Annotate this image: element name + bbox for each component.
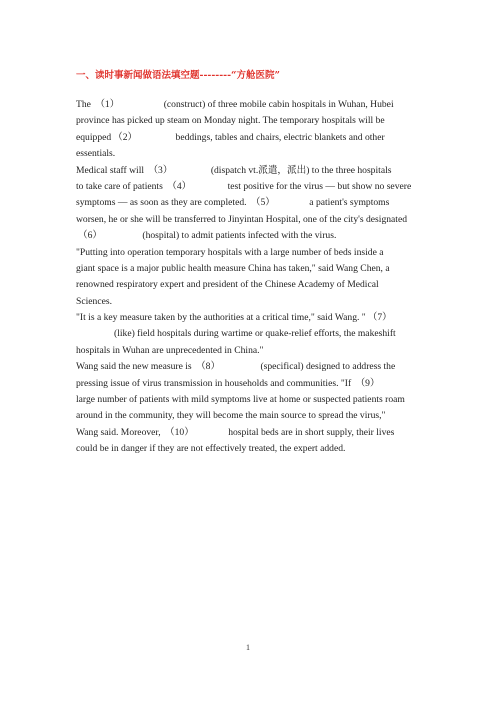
passage-text-run: (hospital) to admit patients infected with the virus. [139,230,337,242]
passage-text-run: equipped [76,131,112,143]
passage-text-run: (dispatch vt.派遣，派出) to the three hospitals [208,164,392,176]
passage-text-run: "It is a key measure taken by the authorities at a critical time," said Wang. " [76,312,366,324]
passage-text-run: Wang said. Moreover, [76,426,164,438]
passage-text-run: renowned respiratory expert and president of the Chinese Academy of Medical [76,279,379,291]
passage-text-run: The [76,99,94,110]
passage-line [76,97,436,113]
passage-text-run: (specifical) designed to address the [258,361,396,373]
passage-text-run: worsen, he or she will be transferred to Jinyintan Hospital, one of the city's designated [76,213,408,225]
passage-line [76,163,436,179]
blank-number: （5） [250,197,275,209]
passage-line [76,441,436,457]
passage-line [76,212,436,228]
passage-line [76,195,436,211]
passage-line [76,294,436,310]
passage-text-run: hospitals in Wuhan are unprecedented in China." [76,344,264,356]
passage-line [76,146,436,162]
blank-number: （8） [196,361,221,373]
passage-text-run: pressing issue of virus transmission in households and communities. "If [76,377,354,389]
blank-number: （4） [167,180,192,192]
passage-text-run: test positive for the virus — but show no severe [225,180,412,192]
passage-line [76,343,436,359]
passage-text-run: to take care of patients [76,180,166,192]
passage-text-run: Wang said the new measure is [76,361,195,373]
passage-text-run: Sciences. [76,295,112,307]
passage-line [76,179,436,195]
section-heading: 一、读时事新闻做语法填空题--------“方舱医院” [76,70,280,81]
passage-line [76,392,436,408]
blank-number: （9） [355,377,380,389]
passage-text-run: beddings, tables and chairs, electric blankets and other [173,131,385,143]
passage-line [76,310,436,326]
passage-line [76,277,436,293]
passage-line [76,425,436,441]
passage-text-run: a patient's symptoms [306,197,390,209]
blank-number: （1） [95,99,120,110]
passage-line [76,261,436,277]
blank-number: （2） [113,131,138,143]
passage-line [76,376,436,392]
passage-text-run: (like) field hospitals during wartime or quake-relief efforts, the makeshift [114,328,396,340]
blank-number: （10） [165,426,194,438]
passage-line [76,245,436,261]
passage-text [76,97,436,458]
blank-number: （3） [148,164,173,176]
passage-line [76,130,436,146]
passage-text-run: hospital beds are in short supply, their lives [225,426,395,438]
passage-text-run: Medical staff will [76,164,147,176]
passage-line [76,113,436,129]
passage-text-run: province has picked up steam on Monday night. The temporary hospitals will be [76,115,385,127]
passage-text-run: essentials. [76,148,116,160]
passage-line [76,408,436,424]
passage-text-run: symptoms — as soon as they are completed. [76,197,249,209]
passage-line [76,228,436,244]
passage-line [76,359,436,375]
passage-text-run: "Putting into operation temporary hospitals with a large number of beds inside a [76,246,384,258]
page-number: 1 [246,643,250,652]
blank-number: （7） [367,312,392,324]
blank-number: （6） [78,230,102,242]
passage-line [76,326,436,342]
passage-text-run: (construct) of three mobile cabin hospitals in Wuhan, Hubei [161,99,394,110]
passage-text-run: large number of patients with mild symptoms live at home or suspected patients roam [76,394,405,406]
passage-text-run: giant space is a major public health measure China has taken," said Wang Chen, a [76,262,390,274]
passage-text-run: around in the community, they will become the main source to spread the virus," [76,410,386,422]
passage-text-run: could be in danger if they are not effectively treated, the expert added. [76,443,346,455]
